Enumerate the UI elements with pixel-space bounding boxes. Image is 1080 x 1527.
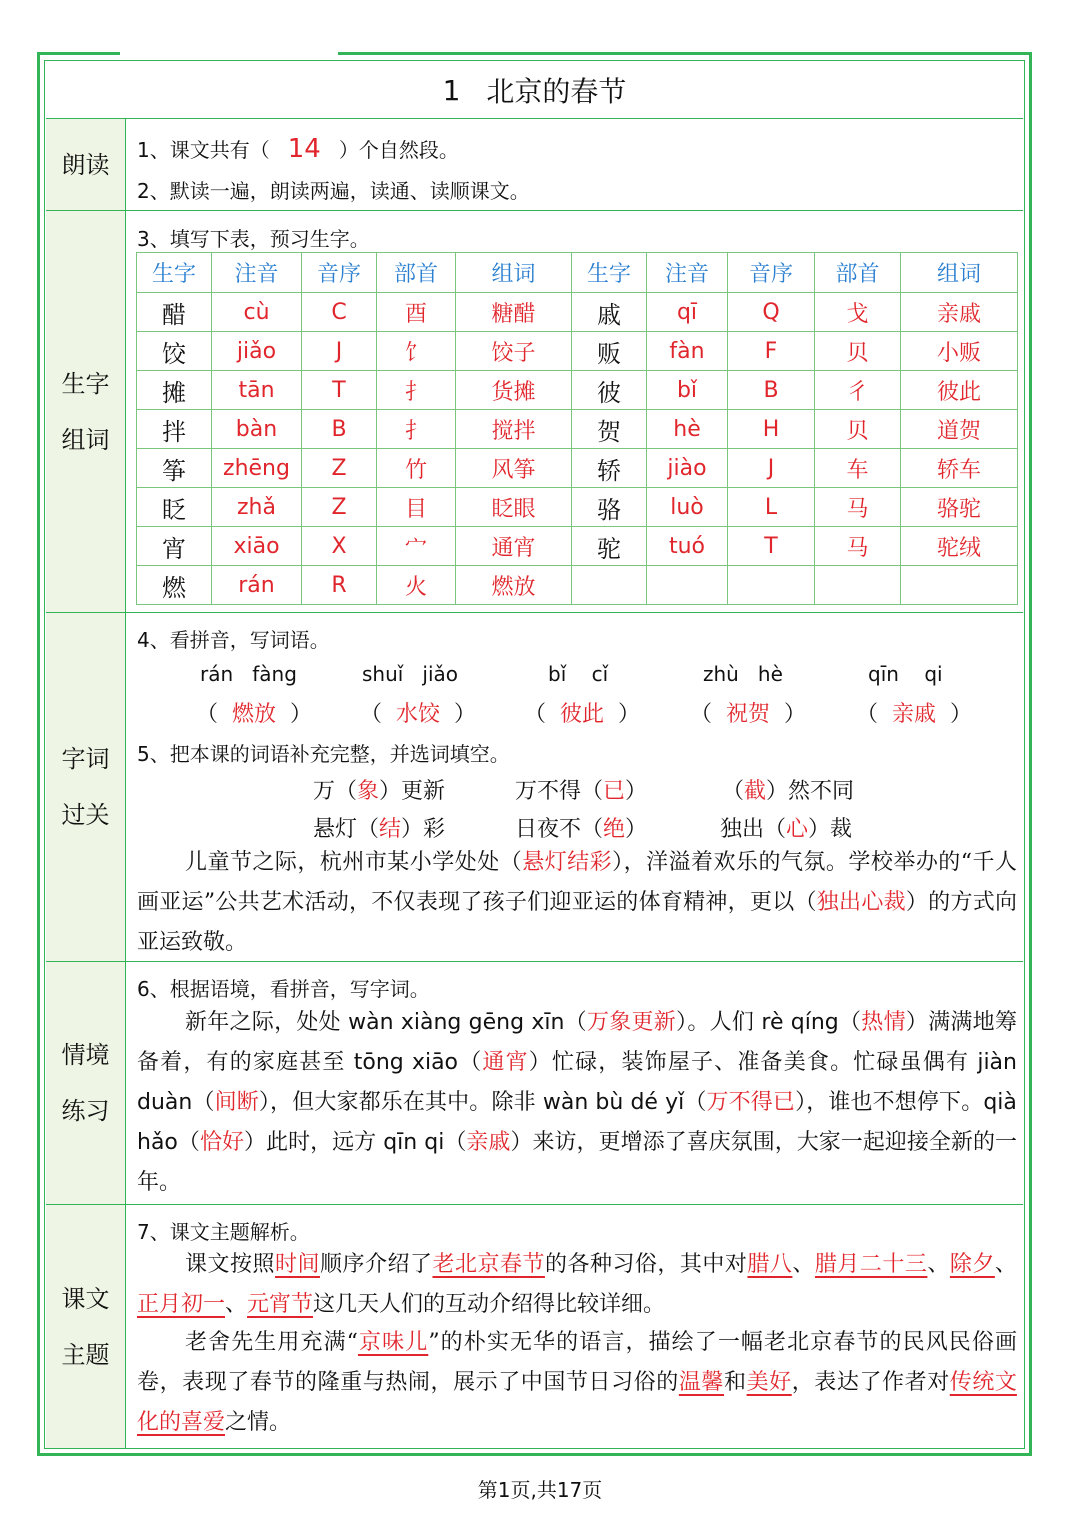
table-cell: H: [728, 410, 815, 449]
table-cell: bàn: [212, 410, 302, 449]
para-answer: 腊八: [747, 1252, 793, 1277]
lesson-number: 1: [442, 73, 461, 107]
answer-text: 水饺: [396, 702, 441, 727]
idiom-5: [515, 812, 647, 843]
para-text: 和: [724, 1370, 747, 1395]
para-text: ），洋溢着欢乐的气氛。学校举办的“千人画亚运”公共艺术活动，不仅表现了孩子们迎亚运的体育精神，更以（: [137, 850, 1017, 915]
para-text: 满满地筹备着，有的家庭甚至: [137, 1010, 1017, 1075]
pinyin-answer: （ 燃放 ）: [196, 702, 313, 727]
character-table: [136, 252, 1018, 605]
table-cell: 醋: [137, 293, 212, 332]
table-cell: 燃: [137, 566, 212, 605]
pinyin-label: qīn qi: [868, 662, 943, 686]
q5-paragraph: [137, 843, 1017, 963]
question-6-title: 6、根据语境，看拼音，写字词。: [137, 977, 430, 1001]
pinyin: jiàn duàn: [137, 1050, 1017, 1115]
pinyin-label: bǐ cǐ: [548, 662, 609, 686]
table-cell: 火: [377, 566, 456, 605]
label-text: 练习: [61, 1097, 110, 1125]
section-label-read: [46, 119, 125, 210]
table-cell: Z: [302, 449, 377, 488]
divider: [46, 118, 1023, 119]
para-answer: 正月初一: [137, 1292, 226, 1317]
idiom-text: ）裁: [808, 817, 853, 842]
q1-answer: 14: [287, 134, 321, 164]
table-cell: xiāo: [212, 527, 302, 566]
section-label-context: [46, 962, 125, 1204]
table-cell: X: [302, 527, 377, 566]
lesson-title: 北京的春节: [486, 75, 627, 108]
para-answer: 间断: [214, 1090, 259, 1115]
idiom-answer: 已: [603, 779, 626, 804]
table-row: [137, 371, 1018, 410]
para-text: 、: [927, 1252, 950, 1277]
para-text: 、: [994, 1252, 1017, 1277]
table-cell: L: [728, 488, 815, 527]
para-text: 老舍先生用充满“: [185, 1330, 358, 1355]
table-cell: 风筝: [456, 449, 572, 488]
label-text: 生字: [61, 369, 110, 398]
idiom-text: 日夜不（: [515, 817, 604, 842]
q7-paragraph-2: [137, 1323, 1017, 1443]
idiom-answer: 象: [357, 779, 380, 804]
q7-paragraph-1: [137, 1245, 1017, 1325]
divider: [46, 1204, 1023, 1205]
table-cell: T: [302, 371, 377, 410]
para-answer: 京味儿: [357, 1330, 429, 1355]
para-text: 新年之际，处处: [185, 1010, 349, 1035]
table-cell: zhēng: [212, 449, 302, 488]
table-cell: qī: [647, 293, 728, 332]
para-text: ，表达了作者对: [791, 1370, 950, 1395]
divider: [46, 210, 1023, 211]
section-label-words: [46, 613, 125, 961]
question-4-title: 4、看拼音，写词语。: [137, 628, 330, 652]
section-label-theme: [46, 1205, 125, 1448]
para-answer: 除夕: [949, 1252, 995, 1277]
para-text: 顺序介绍了: [319, 1252, 433, 1277]
table-cell: 宀: [377, 527, 456, 566]
table-cell: Q: [728, 293, 815, 332]
idiom-text: 万（: [313, 779, 358, 804]
table-cell: F: [728, 332, 815, 371]
para-answer: 万不得已: [706, 1090, 796, 1115]
idiom-text: 万不得（: [515, 779, 604, 804]
table-cell: 轿车: [901, 449, 1018, 488]
table-cell: 糖醋: [456, 293, 572, 332]
table-cell: J: [728, 449, 815, 488]
table-body: [137, 293, 1018, 605]
pinyin-label: shuǐ jiǎo: [362, 662, 459, 686]
table-header-cell: 部首: [377, 253, 456, 293]
table-cell: bǐ: [647, 371, 728, 410]
table-cell: C: [302, 293, 377, 332]
para-answer: 热情: [861, 1010, 906, 1035]
table-cell: [572, 566, 647, 605]
table-cell: 饺: [137, 332, 212, 371]
label-text: 课文: [61, 1284, 110, 1313]
idiom-answer: 截: [744, 779, 767, 804]
idiom-text: （: [722, 779, 745, 804]
table-cell: 宵: [137, 527, 212, 566]
para-text: 、: [225, 1292, 248, 1317]
table-cell: 竹: [377, 449, 456, 488]
question-2: 2、默读一遍，朗读两遍，读通、读顺课文。: [137, 179, 530, 203]
table-cell: 饺子: [456, 332, 572, 371]
table-header-cell: 注音: [647, 253, 728, 293]
pinyin-answer: （ 水饺 ）: [360, 702, 477, 727]
label-text: 朗读: [61, 150, 110, 179]
table-header-row: [137, 253, 1018, 293]
pinyin: wàn xiàng gēng xīn: [348, 1010, 565, 1035]
idiom-text: 独出（: [720, 817, 787, 842]
table-cell: 彼: [572, 371, 647, 410]
label-text: 字词: [61, 745, 110, 773]
label-column-divider: [125, 118, 126, 1448]
para-text: ，但大家都乐在其中。除非: [270, 1090, 543, 1115]
table-cell: 贺: [572, 410, 647, 449]
table-cell: 通宵: [456, 527, 572, 566]
para-text: ，谁也不想停下。: [806, 1090, 984, 1115]
pinyin-label: zhù hè: [703, 662, 783, 686]
table-row: [137, 449, 1018, 488]
table-cell: 轿: [572, 449, 647, 488]
label-text: 主题: [61, 1340, 110, 1369]
q1-suffix: ）个自然段。: [338, 138, 459, 162]
table-cell: 马: [815, 488, 901, 527]
table-row: [137, 410, 1018, 449]
table-cell: 小贩: [901, 332, 1018, 371]
table-cell: 拌: [137, 410, 212, 449]
question-5-title: 5、把本课的词语补充完整，并选词填空。: [137, 742, 510, 766]
para-answer: 万象更新: [586, 1010, 677, 1035]
pinyin-answer: （ 彼此 ）: [524, 702, 641, 727]
pinyin: rè qíng: [761, 1010, 839, 1035]
idiom-text: ）: [625, 779, 648, 804]
table-cell: 戚: [572, 293, 647, 332]
table-cell: [815, 566, 901, 605]
answer-text: 祝贺: [726, 702, 771, 727]
table-row: [137, 566, 1018, 605]
table-header-cell: 部首: [815, 253, 901, 293]
pinyin: qīn qi: [383, 1130, 445, 1155]
table-cell: [647, 566, 728, 605]
divider: [46, 612, 1023, 613]
para-answer: 独出心裁: [816, 890, 906, 915]
para-answer: 时间: [274, 1252, 320, 1277]
table-cell: B: [302, 410, 377, 449]
table-cell: 贝: [815, 410, 901, 449]
para-text: 忙碌，装饰屋子、准备美食。忙碌虽偶有: [551, 1050, 978, 1075]
table-cell: 骆驼: [901, 488, 1018, 527]
table-cell: 扌: [377, 410, 456, 449]
table-cell: 饣: [377, 332, 456, 371]
table-cell: 搅拌: [456, 410, 572, 449]
table-cell: 燃放: [456, 566, 572, 605]
q1-prefix: 1、课文共有（: [137, 138, 270, 162]
table-cell: 酉: [377, 293, 456, 332]
idiom-text: ）: [625, 817, 648, 842]
pinyin-answer: （ 亲戚 ）: [856, 702, 973, 727]
para-text: ”的朴实无华的语言，描绘了一幅老北京春节的民风民俗画卷，表现了春节的隆重与热闹，展示了中国节日习俗的: [137, 1330, 1017, 1395]
table-cell: 贩: [572, 332, 647, 371]
para-text: 此时，远方: [266, 1130, 384, 1155]
table-cell: 道贺: [901, 410, 1018, 449]
table-cell: 彳: [815, 371, 901, 410]
table-cell: cù: [212, 293, 302, 332]
frame-gap: [120, 48, 338, 60]
table-cell: fàn: [647, 332, 728, 371]
table-cell: rán: [212, 566, 302, 605]
idiom-text: ）然不同: [766, 779, 855, 804]
idiom-text: 悬灯（: [313, 817, 380, 842]
para-answer: 元宵节: [247, 1292, 314, 1317]
para-answer: 腊月二十三: [814, 1252, 928, 1277]
label-text: 情境: [61, 1041, 110, 1069]
table-cell: 驼绒: [901, 527, 1018, 566]
pinyin-label: rán fàng: [200, 662, 297, 686]
para-text: 。人们: [687, 1010, 762, 1035]
para-text: 的各种习俗，其中对: [544, 1252, 748, 1277]
q6-paragraph: 新年之际，处处 wàn xiàng gēng xīn（万象更新）。人们 rè qíng（热情）满满地筹备着，有的家庭甚至 tōng xiāo（通宵）忙碌，装饰屋子、准备美食。忙碌虽偶有 jiàn duàn（间断），但大家都乐在其中。除非 wàn bù dé yǐ（万不得已），谁也不想停下。qià hǎo（恰好）此时，远方 qīn qi（亲戚）来访，更增添了喜庆氛围，大家一起迎接全新的一年。: [137, 1010, 1017, 1195]
idiom-4: [313, 812, 445, 843]
table-cell: jiǎo: [212, 332, 302, 371]
question-1: [137, 134, 459, 164]
question-3: 3、填写下表，预习生字。: [137, 227, 370, 251]
table-row: [137, 527, 1018, 566]
idiom-answer: 结: [379, 817, 402, 842]
table-cell: 彼此: [901, 371, 1018, 410]
idiom-6: [720, 812, 852, 843]
table-cell: luò: [647, 488, 728, 527]
para-answer: 温馨: [678, 1370, 724, 1395]
table-header-cell: 组词: [901, 253, 1018, 293]
table-row: [137, 293, 1018, 332]
idiom-answer: 心: [786, 817, 809, 842]
table-header-cell: 音序: [728, 253, 815, 293]
table-cell: 亲戚: [901, 293, 1018, 332]
answer-text: 亲戚: [892, 702, 937, 727]
para-answer: 老北京春节: [432, 1252, 545, 1277]
table-cell: jiào: [647, 449, 728, 488]
table-cell: 车: [815, 449, 901, 488]
idiom-text: ）彩: [401, 817, 446, 842]
table-cell: T: [728, 527, 815, 566]
table-cell: 眨: [137, 488, 212, 527]
table-header-cell: 生字: [572, 253, 647, 293]
para-answer: 恰好: [199, 1130, 245, 1155]
section-label-chars: [46, 211, 125, 612]
question-7-title: 7、课文主题解析。: [137, 1220, 310, 1244]
table-cell: B: [728, 371, 815, 410]
label-text: 过关: [61, 801, 110, 829]
para-text: 之情。: [225, 1410, 292, 1435]
table-cell: J: [302, 332, 377, 371]
page-title: [46, 62, 1023, 118]
idiom-3: [722, 774, 854, 805]
idiom-text: ）更新: [379, 779, 446, 804]
table-cell: 马: [815, 527, 901, 566]
table-cell: zhǎ: [212, 488, 302, 527]
table-header-cell: 音序: [302, 253, 377, 293]
table-cell: 眨眼: [456, 488, 572, 527]
para-text: 来访，更增添了喜庆氛围，大家一起迎接全新的一年。: [137, 1130, 1017, 1195]
para-text: 这几天人们的互动介绍得比较详细。: [313, 1292, 666, 1317]
table-cell: Z: [302, 488, 377, 527]
para-text: 、: [792, 1252, 815, 1277]
pinyin: qià hǎo: [137, 1090, 1017, 1155]
pinyin: tōng xiāo: [353, 1050, 459, 1075]
idiom-answer: 绝: [603, 817, 626, 842]
idiom-2: [515, 774, 647, 805]
table-cell: hè: [647, 410, 728, 449]
para-answer: 传统文化的喜爱: [137, 1370, 1017, 1435]
answer-text: 燃放: [232, 702, 277, 727]
table-header-cell: 注音: [212, 253, 302, 293]
table-row: [137, 332, 1018, 371]
table-cell: 戈: [815, 293, 901, 332]
para-text: 儿童节之际，杭州市某小学处处（: [185, 850, 523, 875]
table-cell: 骆: [572, 488, 647, 527]
para-answer: 通宵: [482, 1050, 529, 1075]
para-text: 课文按照: [185, 1252, 275, 1277]
table-cell: 扌: [377, 371, 456, 410]
table-cell: 摊: [137, 371, 212, 410]
table-cell: [901, 566, 1018, 605]
table-cell: tān: [212, 371, 302, 410]
page-footer: 第1页,共17页: [477, 1478, 603, 1502]
para-answer: 美好: [746, 1370, 792, 1395]
table-row: [137, 488, 1018, 527]
idiom-1: [313, 774, 445, 805]
table-header-cell: 组词: [456, 253, 572, 293]
table-cell: 目: [377, 488, 456, 527]
table-cell: 货摊: [456, 371, 572, 410]
table-cell: 筝: [137, 449, 212, 488]
pinyin-answer: （ 祝贺 ）: [690, 702, 807, 727]
table-cell: [728, 566, 815, 605]
para-text: ）的方式向亚运致敬。: [137, 890, 1017, 955]
para-answer: 亲戚: [466, 1130, 511, 1155]
label-text: 组词: [61, 425, 110, 454]
table-cell: tuó: [647, 527, 728, 566]
table-cell: 驼: [572, 527, 647, 566]
para-answer: 悬灯结彩: [522, 850, 613, 875]
answer-text: 彼此: [560, 702, 605, 727]
table-header-cell: 生字: [137, 253, 212, 293]
table-cell: R: [302, 566, 377, 605]
table-cell: 贝: [815, 332, 901, 371]
pinyin: wàn bù dé yǐ: [542, 1090, 685, 1115]
